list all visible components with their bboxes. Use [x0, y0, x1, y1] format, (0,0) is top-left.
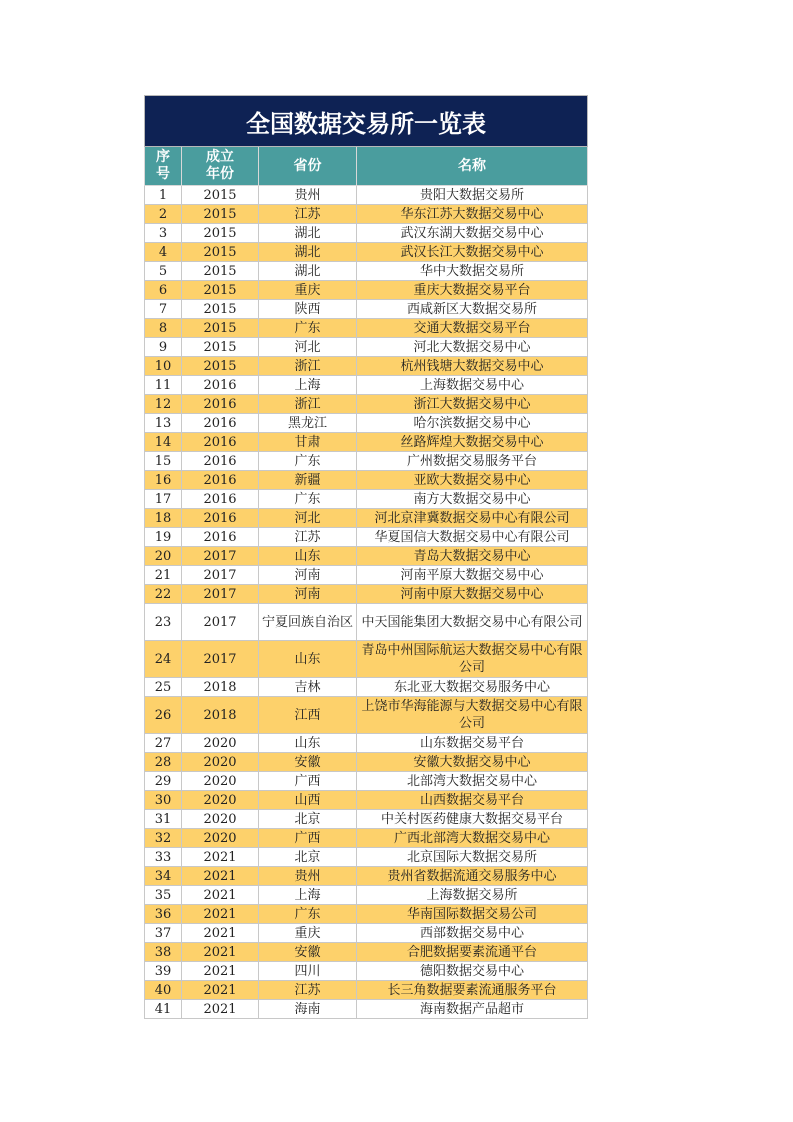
- cell-province: 广东: [259, 319, 357, 338]
- cell-name: 华南国际数据交易公司: [357, 905, 588, 924]
- table-row: [145, 981, 588, 1000]
- cell-province: 广西: [259, 772, 357, 791]
- cell-province: 浙江: [259, 395, 357, 414]
- header-row: [145, 147, 588, 186]
- cell-seq: 36: [145, 905, 182, 924]
- cell-province: 北京: [259, 810, 357, 829]
- cell-year: 2017: [182, 641, 259, 678]
- cell-seq: 1: [145, 186, 182, 205]
- cell-province: 黑龙江: [259, 414, 357, 433]
- cell-year: 2020: [182, 791, 259, 810]
- cell-name: 山西数据交易平台: [357, 791, 588, 810]
- table-row: [145, 376, 588, 395]
- cell-year: 2015: [182, 338, 259, 357]
- cell-year: 2017: [182, 585, 259, 604]
- table-row: [145, 186, 588, 205]
- cell-seq: 40: [145, 981, 182, 1000]
- cell-province: 山东: [259, 641, 357, 678]
- cell-year: 2017: [182, 566, 259, 585]
- cell-year: 2015: [182, 319, 259, 338]
- cell-name: 河南中原大数据交易中心: [357, 585, 588, 604]
- cell-seq: 26: [145, 697, 182, 734]
- cell-name: 上饶市华海能源与大数据交易中心有限公司: [357, 697, 588, 734]
- cell-year: 2018: [182, 678, 259, 697]
- cell-province: 河南: [259, 585, 357, 604]
- table-row: [145, 604, 588, 641]
- table-row: [145, 697, 588, 734]
- cell-province: 山东: [259, 547, 357, 566]
- table-row: [145, 867, 588, 886]
- table-row: [145, 962, 588, 981]
- cell-province: 山西: [259, 791, 357, 810]
- cell-province: 上海: [259, 376, 357, 395]
- header-name: 名称: [357, 147, 588, 186]
- table-row: [145, 452, 588, 471]
- cell-province: 贵州: [259, 186, 357, 205]
- cell-year: 2021: [182, 867, 259, 886]
- cell-year: 2017: [182, 547, 259, 566]
- cell-name: 武汉东湖大数据交易中心: [357, 224, 588, 243]
- cell-province: 新疆: [259, 471, 357, 490]
- cell-province: 上海: [259, 886, 357, 905]
- table-row: [145, 1000, 588, 1019]
- cell-province: 海南: [259, 1000, 357, 1019]
- cell-seq: 7: [145, 300, 182, 319]
- table-row: [145, 566, 588, 585]
- cell-seq: 15: [145, 452, 182, 471]
- cell-name: 武汉长江大数据交易中心: [357, 243, 588, 262]
- cell-name: 中天国能集团大数据交易中心有限公司: [357, 604, 588, 641]
- cell-seq: 28: [145, 753, 182, 772]
- cell-seq: 27: [145, 734, 182, 753]
- cell-year: 2016: [182, 509, 259, 528]
- table-row: [145, 810, 588, 829]
- header-seq: 序号: [145, 147, 182, 186]
- cell-province: 广西: [259, 829, 357, 848]
- table-row: [145, 509, 588, 528]
- cell-seq: 6: [145, 281, 182, 300]
- table-row: [145, 641, 588, 678]
- cell-year: 2016: [182, 452, 259, 471]
- cell-province: 江西: [259, 697, 357, 734]
- cell-year: 2016: [182, 528, 259, 547]
- cell-seq: 41: [145, 1000, 182, 1019]
- cell-name: 交通大数据交易平台: [357, 319, 588, 338]
- table-row: [145, 829, 588, 848]
- cell-name: 亚欧大数据交易中心: [357, 471, 588, 490]
- cell-year: 2016: [182, 414, 259, 433]
- cell-name: 中关村医药健康大数据交易平台: [357, 810, 588, 829]
- cell-year: 2015: [182, 281, 259, 300]
- cell-seq: 14: [145, 433, 182, 452]
- cell-year: 2021: [182, 943, 259, 962]
- cell-name: 合肥数据要素流通平台: [357, 943, 588, 962]
- cell-name: 华夏国信大数据交易中心有限公司: [357, 528, 588, 547]
- cell-name: 浙江大数据交易中心: [357, 395, 588, 414]
- cell-name: 贵州省数据流通交易服务中心: [357, 867, 588, 886]
- cell-name: 上海数据交易所: [357, 886, 588, 905]
- cell-name: 河南平原大数据交易中心: [357, 566, 588, 585]
- cell-year: 2015: [182, 186, 259, 205]
- table-row: [145, 262, 588, 281]
- cell-name: 德阳数据交易中心: [357, 962, 588, 981]
- cell-year: 2017: [182, 604, 259, 641]
- cell-seq: 11: [145, 376, 182, 395]
- cell-seq: 5: [145, 262, 182, 281]
- cell-name: 安徽大数据交易中心: [357, 753, 588, 772]
- cell-name: 青岛大数据交易中心: [357, 547, 588, 566]
- cell-seq: 4: [145, 243, 182, 262]
- cell-year: 2015: [182, 243, 259, 262]
- header-province: 省份: [259, 147, 357, 186]
- cell-province: 重庆: [259, 281, 357, 300]
- cell-year: 2015: [182, 357, 259, 376]
- cell-year: 2016: [182, 433, 259, 452]
- cell-name: 长三角数据要素流通服务平台: [357, 981, 588, 1000]
- cell-name: 山东数据交易平台: [357, 734, 588, 753]
- cell-province: 湖北: [259, 243, 357, 262]
- cell-year: 2021: [182, 981, 259, 1000]
- cell-seq: 2: [145, 205, 182, 224]
- cell-province: 江苏: [259, 981, 357, 1000]
- cell-province: 浙江: [259, 357, 357, 376]
- cell-seq: 9: [145, 338, 182, 357]
- cell-year: 2016: [182, 376, 259, 395]
- exchange-table: [144, 95, 588, 1019]
- cell-year: 2020: [182, 829, 259, 848]
- cell-name: 海南数据产品超市: [357, 1000, 588, 1019]
- table-row: [145, 300, 588, 319]
- cell-seq: 10: [145, 357, 182, 376]
- cell-province: 河北: [259, 338, 357, 357]
- cell-province: 吉林: [259, 678, 357, 697]
- cell-province: 河南: [259, 566, 357, 585]
- table-row: [145, 547, 588, 566]
- cell-name: 贵阳大数据交易所: [357, 186, 588, 205]
- cell-year: 2016: [182, 395, 259, 414]
- cell-year: 2021: [182, 886, 259, 905]
- cell-seq: 23: [145, 604, 182, 641]
- cell-seq: 32: [145, 829, 182, 848]
- cell-province: 湖北: [259, 224, 357, 243]
- table-row: [145, 585, 588, 604]
- cell-province: 江苏: [259, 205, 357, 224]
- table-row: [145, 205, 588, 224]
- cell-year: 2021: [182, 962, 259, 981]
- table-row: [145, 433, 588, 452]
- cell-year: 2015: [182, 205, 259, 224]
- table-row: [145, 886, 588, 905]
- cell-name: 南方大数据交易中心: [357, 490, 588, 509]
- table-row: [145, 319, 588, 338]
- cell-province: 重庆: [259, 924, 357, 943]
- exchange-table-container: [144, 95, 587, 1019]
- cell-name: 西咸新区大数据交易所: [357, 300, 588, 319]
- cell-seq: 13: [145, 414, 182, 433]
- cell-year: 2015: [182, 224, 259, 243]
- cell-seq: 39: [145, 962, 182, 981]
- cell-seq: 31: [145, 810, 182, 829]
- table-row: [145, 471, 588, 490]
- table-row: [145, 943, 588, 962]
- cell-province: 北京: [259, 848, 357, 867]
- cell-seq: 25: [145, 678, 182, 697]
- cell-year: 2020: [182, 810, 259, 829]
- cell-year: 2021: [182, 848, 259, 867]
- cell-seq: 33: [145, 848, 182, 867]
- cell-name: 华东江苏大数据交易中心: [357, 205, 588, 224]
- table-row: [145, 414, 588, 433]
- cell-province: 四川: [259, 962, 357, 981]
- table-title: 全国数据交易所一览表: [145, 96, 588, 147]
- cell-province: 广东: [259, 490, 357, 509]
- cell-province: 贵州: [259, 867, 357, 886]
- table-row: [145, 734, 588, 753]
- cell-year: 2020: [182, 734, 259, 753]
- cell-seq: 24: [145, 641, 182, 678]
- cell-name: 北部湾大数据交易中心: [357, 772, 588, 791]
- cell-year: 2021: [182, 1000, 259, 1019]
- header-year: 成立年份: [182, 147, 259, 186]
- cell-name: 重庆大数据交易平台: [357, 281, 588, 300]
- cell-seq: 12: [145, 395, 182, 414]
- table-row: [145, 224, 588, 243]
- cell-province: 山东: [259, 734, 357, 753]
- cell-year: 2021: [182, 905, 259, 924]
- cell-seq: 17: [145, 490, 182, 509]
- cell-seq: 30: [145, 791, 182, 810]
- cell-seq: 20: [145, 547, 182, 566]
- cell-seq: 37: [145, 924, 182, 943]
- cell-seq: 8: [145, 319, 182, 338]
- table-row: [145, 848, 588, 867]
- cell-name: 丝路辉煌大数据交易中心: [357, 433, 588, 452]
- cell-name: 杭州钱塘大数据交易中心: [357, 357, 588, 376]
- cell-province: 江苏: [259, 528, 357, 547]
- table-row: [145, 905, 588, 924]
- cell-name: 广西北部湾大数据交易中心: [357, 829, 588, 848]
- table-row: [145, 395, 588, 414]
- cell-year: 2015: [182, 300, 259, 319]
- cell-seq: 35: [145, 886, 182, 905]
- cell-province: 宁夏回族自治区: [259, 604, 357, 641]
- cell-year: 2020: [182, 753, 259, 772]
- cell-name: 广州数据交易服务平台: [357, 452, 588, 471]
- cell-year: 2021: [182, 924, 259, 943]
- cell-province: 甘肃: [259, 433, 357, 452]
- cell-seq: 29: [145, 772, 182, 791]
- cell-province: 广东: [259, 905, 357, 924]
- cell-name: 西部数据交易中心: [357, 924, 588, 943]
- table-row: [145, 753, 588, 772]
- cell-name: 上海数据交易中心: [357, 376, 588, 395]
- cell-province: 湖北: [259, 262, 357, 281]
- cell-seq: 19: [145, 528, 182, 547]
- cell-name: 华中大数据交易所: [357, 262, 588, 281]
- cell-name: 河北大数据交易中心: [357, 338, 588, 357]
- cell-name: 北京国际大数据交易所: [357, 848, 588, 867]
- table-row: [145, 281, 588, 300]
- cell-seq: 22: [145, 585, 182, 604]
- cell-province: 安徽: [259, 943, 357, 962]
- table-row: [145, 772, 588, 791]
- cell-seq: 18: [145, 509, 182, 528]
- cell-year: 2016: [182, 490, 259, 509]
- cell-year: 2018: [182, 697, 259, 734]
- cell-seq: 16: [145, 471, 182, 490]
- table-row: [145, 924, 588, 943]
- cell-seq: 3: [145, 224, 182, 243]
- cell-name: 东北亚大数据交易服务中心: [357, 678, 588, 697]
- table-row: [145, 490, 588, 509]
- cell-province: 广东: [259, 452, 357, 471]
- cell-year: 2020: [182, 772, 259, 791]
- table-row: [145, 243, 588, 262]
- cell-year: 2015: [182, 262, 259, 281]
- cell-seq: 21: [145, 566, 182, 585]
- table-row: [145, 357, 588, 376]
- cell-province: 河北: [259, 509, 357, 528]
- cell-province: 安徽: [259, 753, 357, 772]
- table-row: [145, 528, 588, 547]
- cell-name: 哈尔滨数据交易中心: [357, 414, 588, 433]
- table-body: [145, 186, 588, 1019]
- cell-province: 陕西: [259, 300, 357, 319]
- cell-name: 河北京津冀数据交易中心有限公司: [357, 509, 588, 528]
- cell-seq: 38: [145, 943, 182, 962]
- cell-name: 青岛中州国际航运大数据交易中心有限公司: [357, 641, 588, 678]
- cell-seq: 34: [145, 867, 182, 886]
- table-row: [145, 678, 588, 697]
- table-row: [145, 338, 588, 357]
- cell-year: 2016: [182, 471, 259, 490]
- table-row: [145, 791, 588, 810]
